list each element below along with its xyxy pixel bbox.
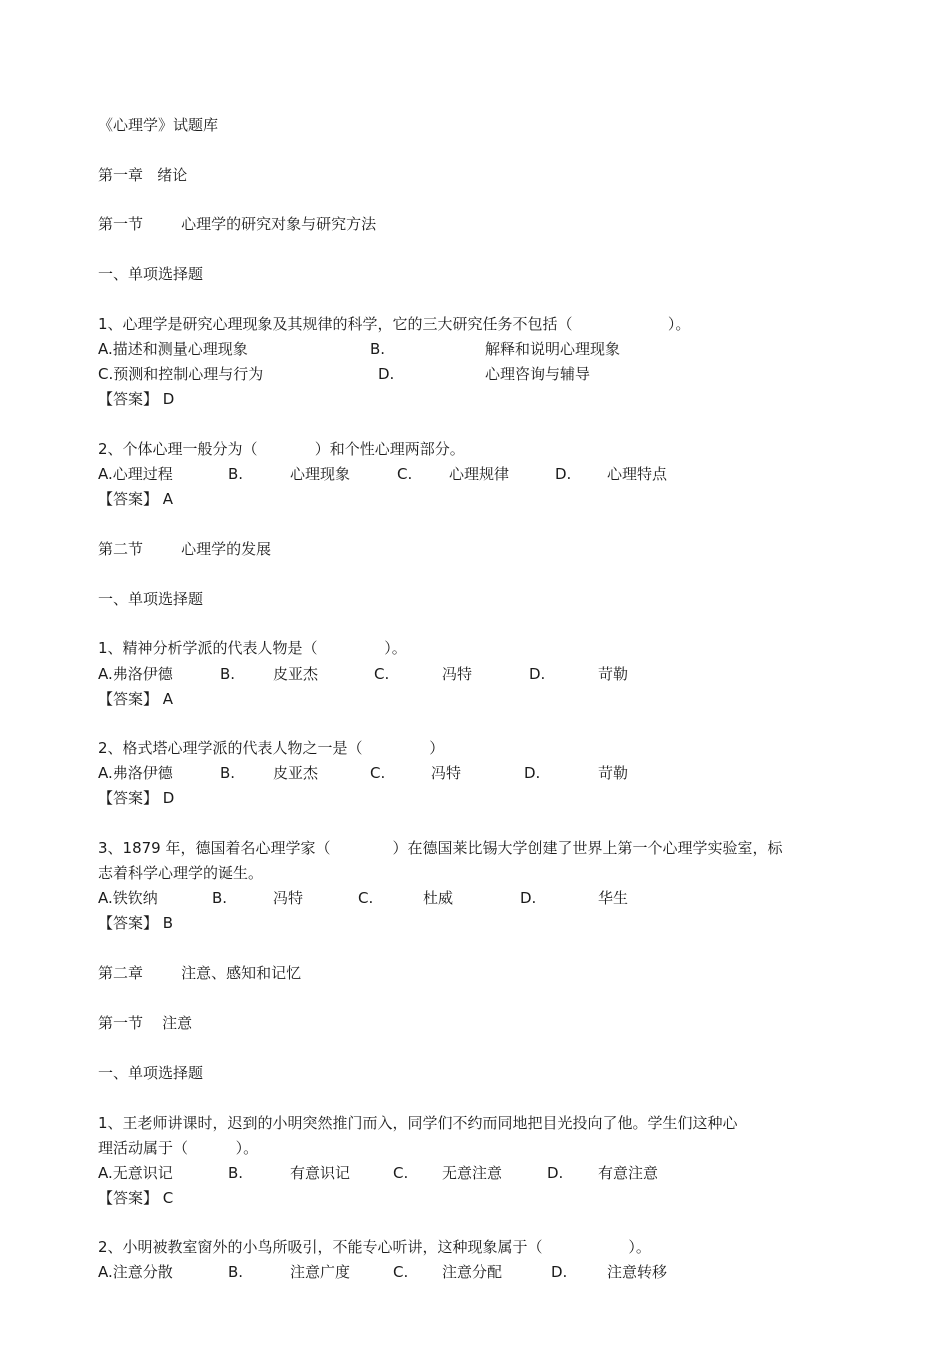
question-stem: 2、个体心理一般分为（ ）和个性心理两部分。: [98, 440, 465, 458]
question-stem: 3、1879 年，德国着名心理学家（ ）在德国莱比锡大学创建了世界上第一个心理学实验室，标: [98, 839, 783, 857]
option-c: C.预测和控制心理与行为: [98, 365, 264, 383]
option-b-key: B.: [228, 1164, 244, 1182]
document-title: 《心理学》试题库: [98, 116, 219, 134]
question-type-heading: 一、单项选择题: [98, 590, 204, 608]
option-d: 注意转移: [607, 1263, 668, 1281]
answer: 【答案】 A: [98, 690, 174, 708]
option-c: 杜威: [423, 889, 454, 907]
option-c-key: C.: [397, 465, 413, 483]
option-a: A.弗洛伊德: [98, 665, 173, 683]
option-d: 华生: [598, 889, 629, 907]
option-c: 冯特: [431, 764, 462, 782]
question-stem-continued: 理活动属于（ ）。: [98, 1139, 259, 1157]
option-b: 心理现象: [290, 465, 351, 483]
option-a: A.铁钦纳: [98, 889, 158, 907]
option-b-key: B.: [228, 465, 244, 483]
option-c-key: C.: [393, 1164, 409, 1182]
option-b-key: B.: [220, 665, 236, 683]
option-d-key: D.: [547, 1164, 564, 1182]
answer: 【答案】 D: [98, 390, 175, 408]
option-b: 皮亚杰: [273, 764, 319, 782]
question-stem: 1、精神分析学派的代表人物是（ ）。: [98, 639, 407, 657]
option-b: 注意广度: [290, 1263, 351, 1281]
question-stem: 2、格式塔心理学派的代表人物之一是（ ）: [98, 739, 445, 757]
option-b-key: B.: [220, 764, 236, 782]
option-d: 苛勒: [598, 764, 629, 782]
chapter-2-title: 第二章 注意、感知和记忆: [98, 964, 302, 982]
option-b: 有意识记: [290, 1164, 351, 1182]
option-b-key: B.: [370, 340, 386, 358]
option-d: 心理咨询与辅导: [485, 365, 591, 383]
chapter-1-section-1-title: 第一节 心理学的研究对象与研究方法: [98, 215, 377, 233]
option-d: 心理特点: [607, 465, 668, 483]
option-d-key: D.: [555, 465, 572, 483]
chapter-1-title: 第一章 绪论: [98, 166, 188, 184]
question-stem: 1、王老师讲课时，迟到的小明突然推门而入，同学们不约而同地把目光投向了他。学生们这种心: [98, 1114, 738, 1132]
option-d-key: D.: [378, 365, 395, 383]
option-c-key: C.: [358, 889, 374, 907]
answer: 【答案】 A: [98, 490, 174, 508]
option-b-key: B.: [212, 889, 228, 907]
question-type-heading: 一、单项选择题: [98, 265, 204, 283]
option-c: 心理规律: [449, 465, 510, 483]
option-c-key: C.: [393, 1263, 409, 1281]
option-d-key: D.: [524, 764, 541, 782]
option-d: 苛勒: [598, 665, 629, 683]
answer: 【答案】 D: [98, 789, 175, 807]
option-d-key: D.: [551, 1263, 568, 1281]
option-a: A.注意分散: [98, 1263, 173, 1281]
option-a: A.心理过程: [98, 465, 173, 483]
answer: 【答案】 B: [98, 914, 174, 932]
option-a: A.描述和测量心理现象: [98, 340, 248, 358]
option-a: A.无意识记: [98, 1164, 173, 1182]
option-c-key: C.: [374, 665, 390, 683]
option-b: 冯特: [273, 889, 304, 907]
option-b: 皮亚杰: [273, 665, 319, 683]
option-c: 注意分配: [442, 1263, 503, 1281]
option-c-key: C.: [370, 764, 386, 782]
question-type-heading: 一、单项选择题: [98, 1064, 204, 1082]
question-stem-continued: 志着科学心理学的诞生。: [98, 864, 264, 882]
option-b-key: B.: [228, 1263, 244, 1281]
question-stem: 1、心理学是研究心理现象及其规律的科学，它的三大研究任务不包括（ ）。: [98, 315, 691, 333]
chapter-2-section-1-title: 第一节 注意: [98, 1014, 193, 1032]
answer: 【答案】 C: [98, 1189, 174, 1207]
chapter-1-section-2-title: 第二节 心理学的发展: [98, 540, 272, 558]
question-stem: 2、小明被教室窗外的小鸟所吸引，不能专心听讲，这种现象属于（ ）。: [98, 1238, 651, 1256]
option-b: 解释和说明心理现象: [485, 340, 621, 358]
option-a: A.弗洛伊德: [98, 764, 173, 782]
option-d: 有意注意: [598, 1164, 659, 1182]
option-c: 无意注意: [442, 1164, 503, 1182]
option-c: 冯特: [442, 665, 473, 683]
option-d-key: D.: [520, 889, 537, 907]
option-d-key: D.: [529, 665, 546, 683]
